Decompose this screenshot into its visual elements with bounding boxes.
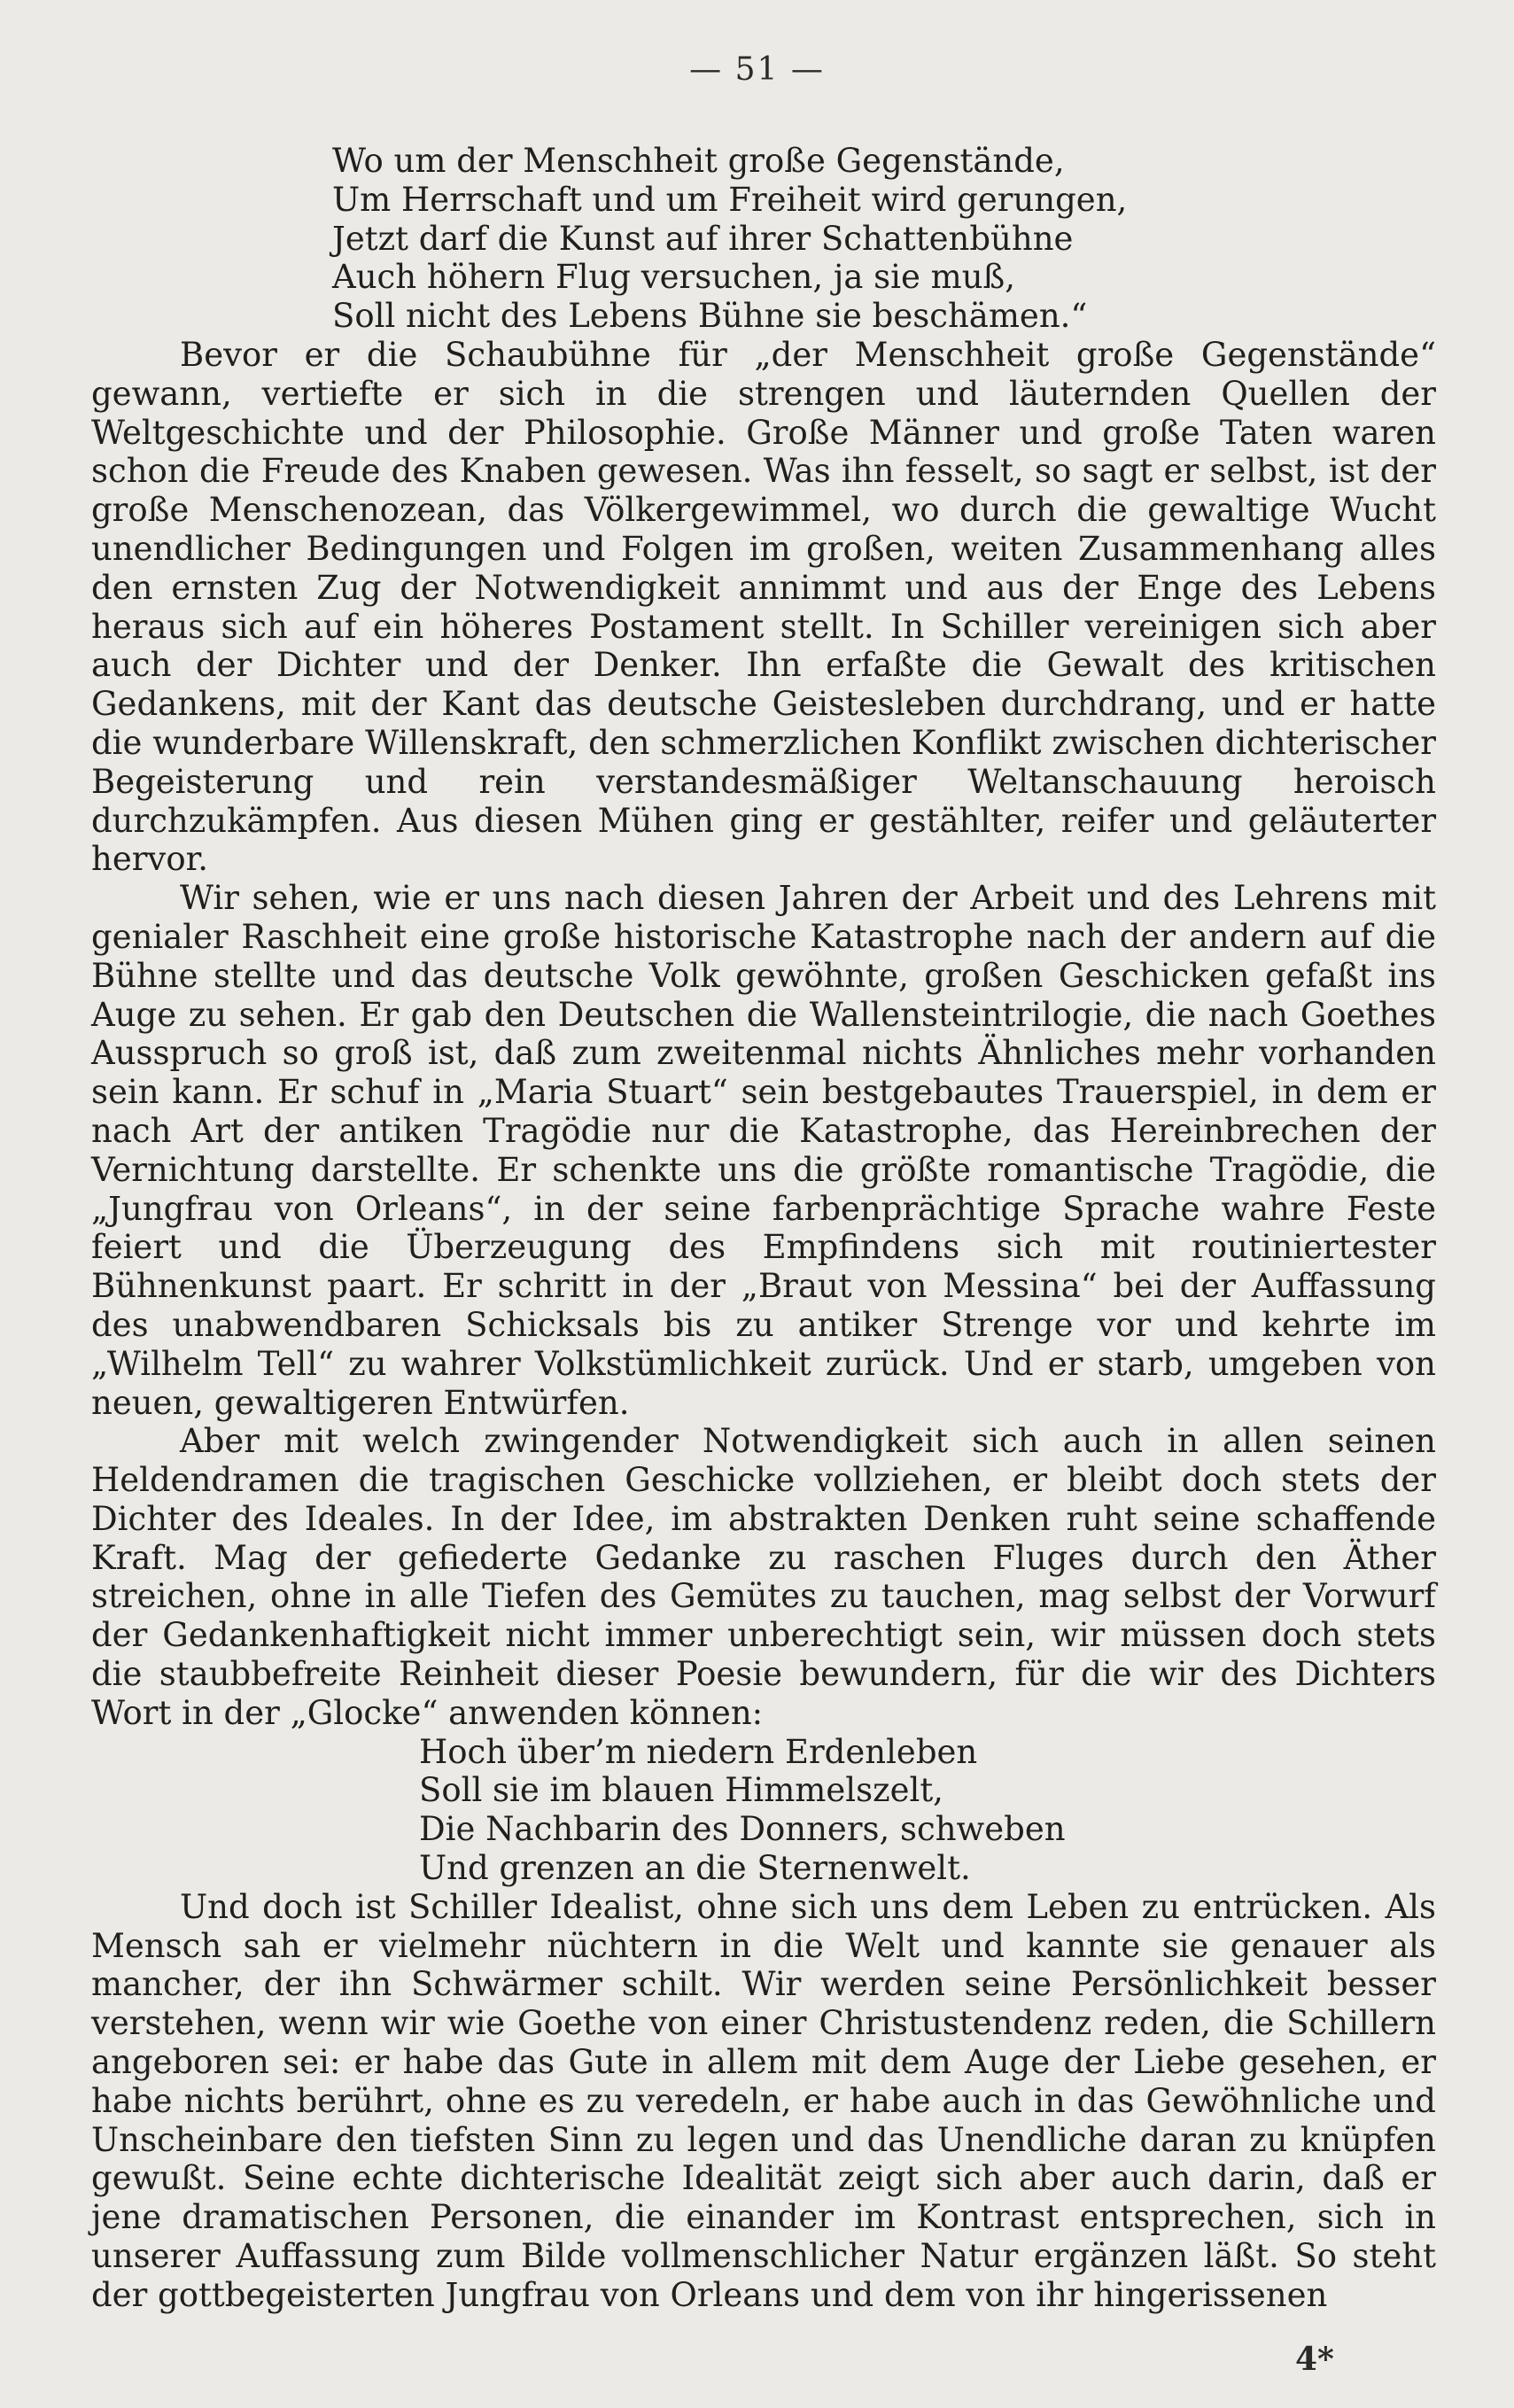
- verse-line: Auch höhern Flug versuchen, ja sie muß,: [332, 258, 1016, 297]
- verse-line: Wo um der Menschheit große Gegenstände,: [332, 142, 1065, 180]
- verse-block-2: [91, 1733, 1436, 1888]
- paragraph-1: Bevor er die Schaubühne für „der Menschheit große Gegenstände“ gewann, vertiefte er sich in die strengen und läuternden Quellen der Weltgeschichte und der Philosophie. Große Männer und große Taten waren schon die Freude des Knaben gewesen. Was ihn fesselt, so sagt er selbst, ist der große Menschenozean, das Völkergewimmel, wo durch die gewaltige Wucht unendlicher Bedingungen und Folgen im großen, weiten Zusammenhang alles den ernsten Zug der Notwendigkeit annimmt und aus der Enge des Lebens heraus sich auf ein höheres Postament stellt. In Schiller vereinigen sich aber auch der Dichter und der Denker. Ihn erfaßte die Gewalt des kritischen Gedankens, mit der Kant das deutsche Geistesleben durchdrang, und er hatte die wunderbare Willenskraft, den schmerzlichen Konflikt zwischen dichterischer Begeisterung und rein verstandesmäßiger Weltanschauung heroisch durchzukämpfen. Aus diesen Mühen ging er gestählter, reifer und geläuterter hervor.: [91, 335, 1436, 879]
- signature-mark: 4*: [1295, 2341, 1334, 2378]
- paragraph-3: Aber mit welch zwingender Notwendigkeit sich auch in allen seinen Heldendramen die tragischen Geschicke vollziehen, er bleibt doch stets der Dichter des Ideales. In der Idee, im abstrakten Denken ruht seine schaffende Kraft. Mag der gefiederte Gedanke zu raschen Fluges durch den Äther streichen, ohne in alle Tiefen des Gemütes zu tauchen, mag selbst der Vorwurf der Gedankenhaftigkeit nicht immer unberechtigt sein, wir müssen doch stets die staubbefreite Reinheit dieser Poesie bewundern, für die wir des Dichters Wort in der „Glocke“ anwenden können:: [91, 1422, 1436, 1732]
- verse-line: Soll nicht des Lebens Bühne sie beschämen.“: [332, 297, 1088, 336]
- verse-line: Jetzt darf die Kunst auf ihrer Schattenbühne: [332, 219, 1074, 258]
- verse-line: Und grenzen an die Sternenwelt.: [419, 1849, 971, 1888]
- paragraph-2: Wir sehen, wie er uns nach diesen Jahren der Arbeit und des Lehrens mit genialer Raschheit eine große historische Katastrophe nach der andern auf die Bühne stellte und das deutsche Volk gewöhnte, großen Geschicken gefaßt ins Auge zu sehen. Er gab den Deutschen die Wallensteintrilogie, die nach Goethes Ausspruch so groß ist, daß zum zweitenmal nichts Ähnliches mehr vorhanden sein kann. Er schuf in „Maria Stuart“ sein bestgebautes Trauerspiel, in dem er nach Art der antiken Tragödie nur die Katastrophe, das Hereinbrechen der Vernichtung darstellte. Er schenkte uns die größte romantische Tragödie, die „Jungfrau von Orleans“, in der seine farbenprächtige Sprache wahre Feste feiert und die Überzeugung des Empfindens sich mit routiniertester Bühnenkunst paart. Er schritt in der „Braut von Messina“ bei der Auffassung des unabwendbaren Schicksals bis zu antiker Strenge vor und kehrte im „Wilhelm Tell“ zu wahrer Volkstümlichkeit zurück. Und er starb, umgeben von neuen, gewaltigeren Entwürfen.: [91, 879, 1436, 1422]
- page-number: — 51 —: [689, 51, 825, 88]
- verse-line: Um Herrschaft und um Freiheit wird gerungen,: [332, 180, 1128, 219]
- verse-line: Die Nachbarin des Donners, schweben: [419, 1810, 1066, 1849]
- verse-block-1: [91, 142, 1436, 336]
- verse-line: Hoch über’m niedern Erdenleben: [419, 1732, 978, 1771]
- verse-line: Soll sie im blauen Himmelszelt,: [419, 1771, 943, 1810]
- paragraph-4: Und doch ist Schiller Idealist, ohne sich uns dem Leben zu entrücken. Als Mensch sah er vielmehr nüchtern in die Welt und kannte sie genauer als mancher, der ihn Schwärmer schilt. Wir werden seine Persönlichkeit besser verstehen, wenn wir wie Goethe von einer Christustendenz reden, die Schillern angeboren sei: er habe das Gute in allem mit dem Auge der Liebe gesehen, er habe nichts berührt, ohne es zu veredeln, er habe auch in das Gewöhnliche und Unscheinbare den tiefsten Sinn zu legen und das Unendliche daran zu knüpfen gewußt. Seine echte dichterische Idealität zeigt sich aber auch darin, daß er jene dramatischen Personen, die einander im Kontrast entsprechen, sich in unserer Auffassung zum Bilde vollmenschlicher Natur ergänzen läßt. So steht der gottbegeisterten Jungfrau von Orleans und dem von ihr hingerissenen: [91, 1887, 1436, 2314]
- page-body: [91, 142, 1436, 2315]
